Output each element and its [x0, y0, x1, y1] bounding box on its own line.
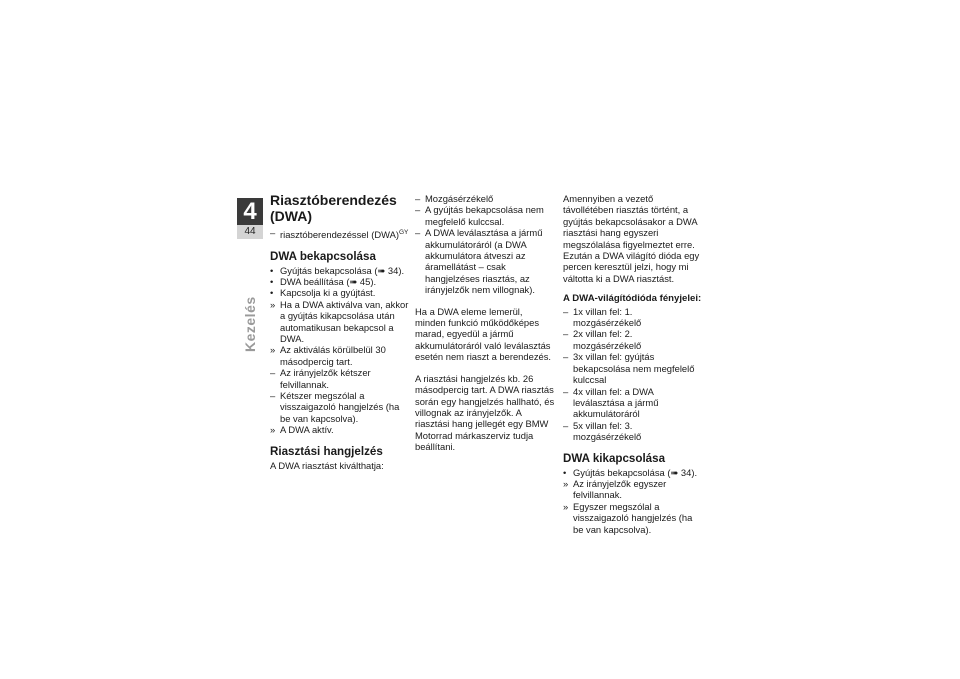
list-item: • Kapcsolja ki a gyújtást.: [270, 287, 376, 299]
page-number: 44: [237, 225, 263, 239]
list-item: – 1x villan fel: 1. mozgásérzékelő: [563, 305, 642, 329]
list-item: – 4x villan fel: a DWA leválasztása a jármű akkumulátoráról: [563, 385, 659, 420]
heading-led-signals: A DWA-világítódióda fényjelei:: [563, 293, 702, 305]
country-superscript: GY: [398, 229, 409, 236]
list-item: – 3x villan fel: gyújtás bekapcsolása nem megfelelő kulccsal: [563, 351, 695, 386]
list-item: » Az irányjelzők egyszer felvillannak.: [563, 477, 667, 501]
heading-alarm: Riasztási hangjelzés: [270, 444, 383, 458]
battery-paragraph: Ha a DWA eleme lemerül, minden funkció működőképes marad, egyedül a jármű akkumulátoráról való leválasztás esetén nem riaszt a berendezés.: [415, 305, 552, 363]
list-item: • Gyújtás bekapcsolása (➠ 34).: [563, 466, 698, 478]
list-item: – Az irányjelzők kétszer felvillannak.: [270, 367, 371, 390]
list-item: – Kétszer megszólal a visszaigazoló hangjelzés (ha be van kapcsolva).: [270, 390, 400, 424]
list-item: – 2x villan fel: 2. mozgásérzékelő: [563, 328, 642, 351]
heading-deactivate: DWA kikapcsolása: [563, 451, 666, 465]
list-item: » Ha a DWA aktiválva van, akkor a gyújtás kikapcsolása után automatikusan bekapcsol a DWA.: [270, 298, 409, 344]
deactivate-steps: [563, 467, 703, 535]
column-1: [270, 193, 410, 471]
list-item: • DWA beállítása (➠ 45).: [270, 275, 377, 287]
list-item: – Mozgásérzékelő: [415, 193, 494, 204]
list-item: » Az aktiválás körülbelül 30 másodpercig tart.: [270, 344, 386, 367]
equipment-note: – riasztóberendezéssel (DWA)$^{GY}$: [270, 227, 409, 241]
page-title: [270, 193, 410, 224]
list-item: – 5x villan fel: 3. mozgásérzékelő: [563, 419, 642, 443]
duration-paragraph: A riasztási hangjelzés kb. 26 másodpercig tart. A DWA riasztás során egy hangjelzés hallható, és villognak az irányjelzők. A riasztási hang jellegét egy BMW Motorrad márkaszerviz tudja beállítani.: [415, 372, 555, 453]
column-3: [563, 193, 703, 535]
page-title-line-1: Riasztóberendezés: [270, 192, 397, 208]
chapter-number: 4: [237, 198, 263, 225]
alarm-triggers: [415, 193, 555, 296]
activate-steps: [270, 265, 410, 436]
list-item: – A DWA leválasztása a jármű akkumulátoráról (a DWA akkumulátora átveszi az áramellátást – csak hangjelzéses riasztás, az irányjelzők nem villognak).: [415, 227, 543, 296]
list-item: » A DWA aktív.: [270, 424, 334, 436]
led-signal-list: [563, 306, 703, 443]
list-item: • Gyújtás bekapcsolása (➠ 34).: [270, 264, 405, 276]
absence-paragraph: Amennyiben a vezető távollétében riasztás történt, a gyújtás bekapcsolásakor a DWA riasztási hang egyszeri megszólalása figyelmeztet erre. Ezután a DWA világító dióda egy percen keresztül jelzi, hogy mi váltotta ki a DWA riasztást.: [563, 193, 700, 284]
section-label: Kezelés: [242, 296, 258, 352]
alarm-intro: A DWA riasztást kiválthatja:: [270, 459, 384, 471]
list-item: » Egyszer megszólal a visszaigazoló hangjelzés (ha be van kapcsolva).: [563, 500, 693, 535]
heading-activate: DWA bekapcsolása: [270, 249, 376, 263]
column-2: [415, 193, 555, 453]
page-title-line-2: (DWA): [270, 207, 312, 224]
list-item: – A gyújtás bekapcsolása nem megfelelő kulccsal.: [415, 204, 544, 227]
chapter-tab: [237, 198, 263, 239]
